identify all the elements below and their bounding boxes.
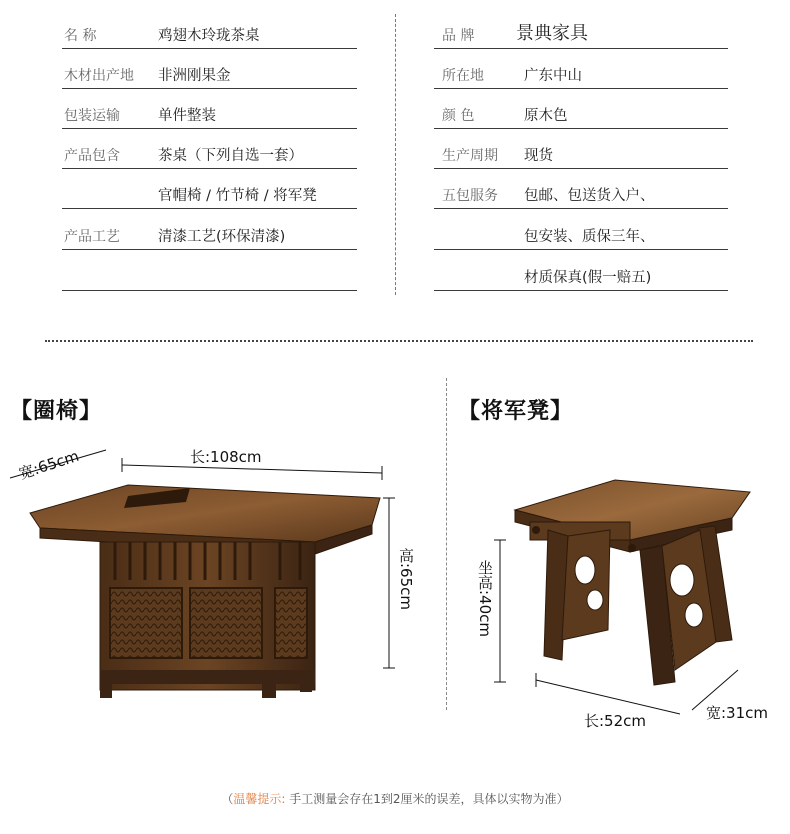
spec-row — [434, 23, 728, 49]
spec-row — [434, 108, 728, 129]
stool-illustration — [470, 470, 790, 720]
tea-table-illustration — [0, 430, 445, 720]
stool-seat-height-label: 坐高:40cm — [476, 560, 494, 637]
brand-value: 景典家具 — [516, 23, 588, 44]
spec-value: 非洲刚果金 — [158, 68, 231, 84]
section-title-chair: 【圈椅】 — [10, 399, 103, 424]
note-open: （ — [221, 792, 234, 806]
measurement-note — [0, 790, 790, 807]
spec-value: 包邮、包送货入户、 — [524, 188, 655, 204]
stool-length-label: 长:52cm — [584, 712, 646, 730]
spec-value: 原木色 — [524, 108, 568, 124]
spec-value: 现货 — [524, 148, 553, 164]
spec-label: 五包服务 — [442, 188, 498, 204]
spec-label: 产品包含 — [64, 148, 120, 164]
spec-row — [434, 148, 728, 169]
image-divider — [446, 378, 447, 710]
section-divider — [45, 340, 753, 342]
spec-label: 所在地 — [442, 68, 484, 84]
section-title-stool: 【将军凳】 — [458, 399, 574, 424]
spec-row — [434, 188, 728, 209]
note-text: 手工测量会存在1到2厘米的误差，具体以实物为准 — [285, 792, 557, 806]
spec-value: 官帽椅 / 竹节椅 / 将军凳 — [158, 188, 317, 204]
column-divider — [395, 14, 396, 295]
spec-row — [62, 229, 357, 250]
spec-label: 品 牌 — [442, 28, 475, 44]
spec-label: 产品工艺 — [64, 229, 120, 245]
spec-row — [62, 188, 357, 209]
spec-row — [62, 28, 357, 49]
spec-value: 清漆工艺(环保清漆) — [158, 229, 286, 245]
table-length-label: 长:108cm — [190, 448, 262, 466]
spec-label: 名 称 — [64, 28, 97, 44]
table-height-label: 高:65cm — [397, 548, 415, 610]
note-warning-label: 温馨提示: — [233, 792, 286, 806]
spec-label: 生产周期 — [442, 148, 498, 164]
table-width-label: 宽:65cm — [16, 446, 82, 484]
spec-row — [434, 270, 728, 291]
spec-label: 包装运输 — [64, 108, 120, 124]
spec-value: 广东中山 — [524, 68, 582, 84]
stool-width-label: 宽:31cm — [706, 704, 768, 722]
spec-label: 木材出产地 — [64, 68, 134, 84]
spec-value: 鸡翅木玲珑茶桌 — [158, 28, 260, 44]
spec-row — [62, 148, 357, 169]
spec-row — [62, 270, 357, 291]
spec-row — [62, 68, 357, 89]
spec-value: 茶桌（下列自选一套） — [158, 148, 303, 164]
spec-value: 材质保真(假一赔五) — [524, 270, 652, 286]
spec-row — [434, 229, 728, 250]
spec-label: 颜 色 — [442, 108, 475, 124]
note-close: ） — [556, 792, 569, 806]
spec-row — [434, 68, 728, 89]
spec-value: 包安装、质保三年、 — [524, 229, 655, 245]
spec-row — [62, 108, 357, 129]
spec-value: 单件整装 — [158, 108, 216, 124]
